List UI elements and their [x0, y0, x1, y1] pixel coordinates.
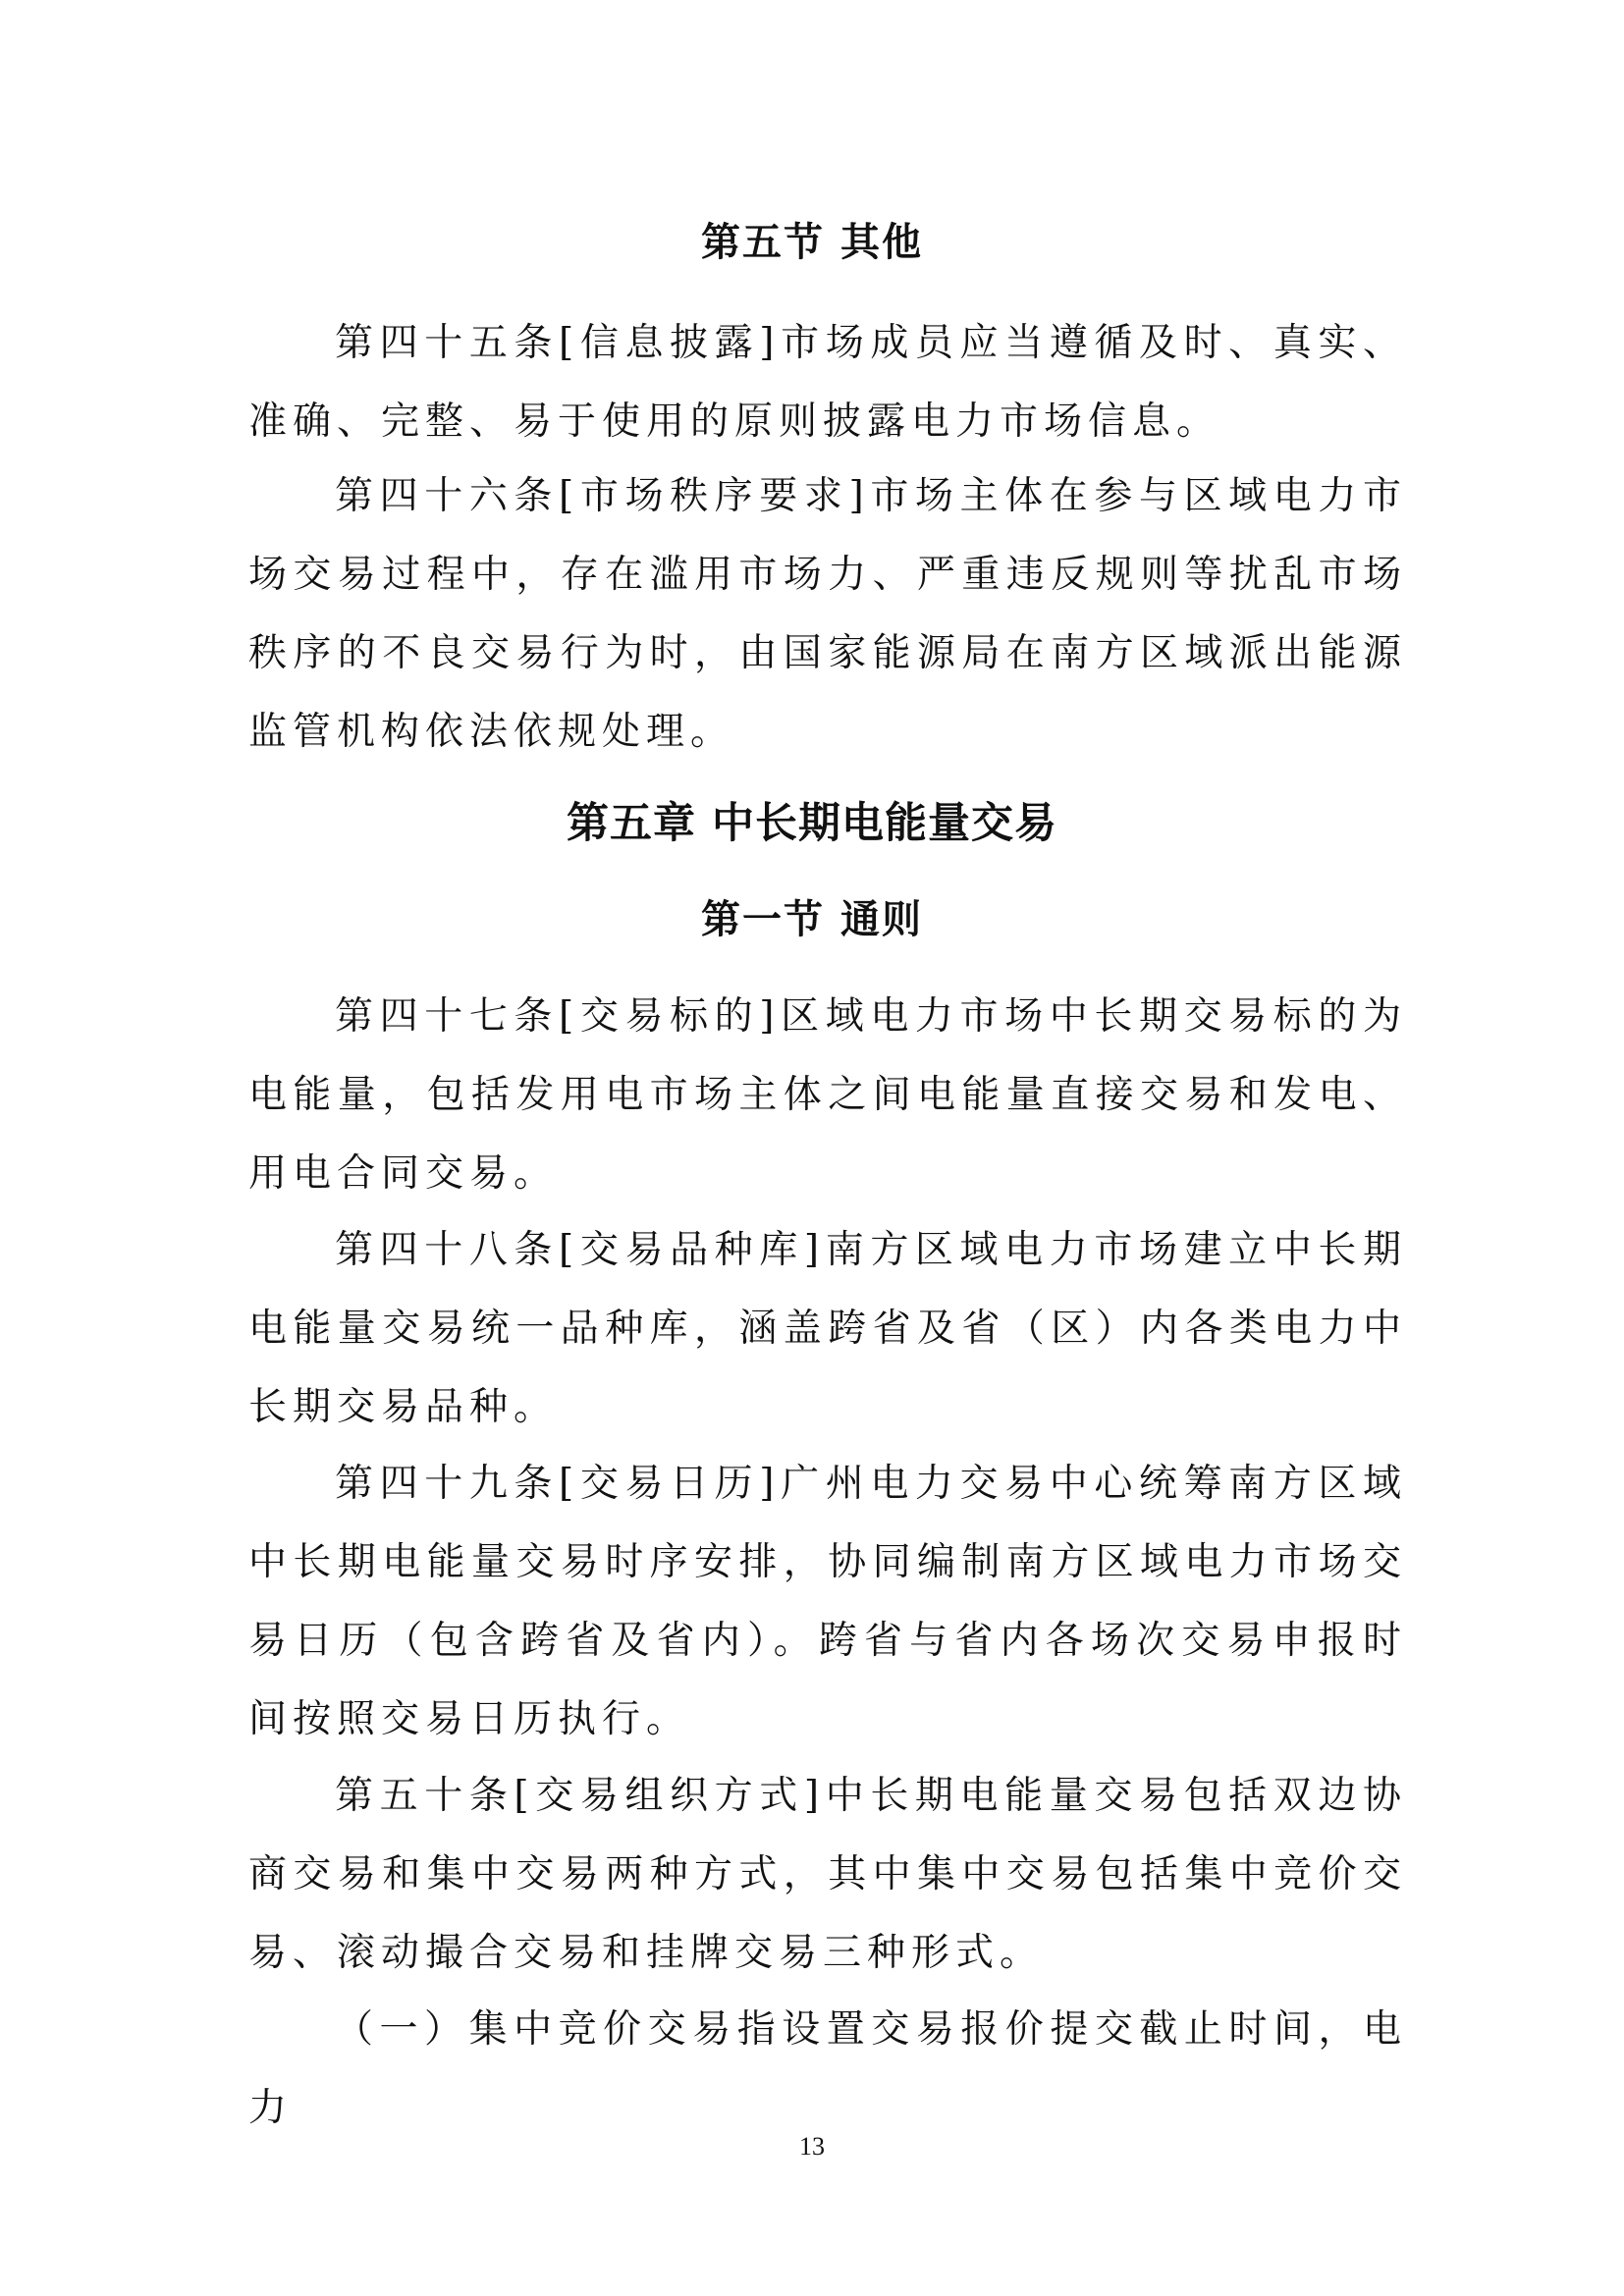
article-45-paragraph: 第四十五条[信息披露]市场成员应当遵循及时、真实、准确、完整、易于使用的原则披露电力市场信息。 — [248, 321, 1407, 444]
section-title-other: 第五节 其他 — [701, 220, 923, 265]
article-50-paragraph: 第五十条[交易组织方式]中长期电能量交易包括双边协商交易和集中交易两种方式，其中集中交易包括集中竞价交易、滚动撮合交易和挂牌交易三种形式。 — [248, 1774, 1407, 1975]
article-46-paragraph: 第四十六条[市场秩序要求]市场主体在参与区域电力市场交易过程中，存在滥用市场力、严重违反规则等扰乱市场秩序的不良交易行为时，由国家能源局在南方区域派出能源监管机构依法依规处理。 — [248, 474, 1407, 754]
article-49-paragraph: 第四十九条[交易日历]广州电力交易中心统筹南方区域中长期电能量交易时序安排，协同编制南方区域电力市场交易日历（包含跨省及省内）。跨省与省内各场次交易申报时间按照交易日历执行。 — [248, 1462, 1407, 1741]
page-number: 13 — [799, 2132, 825, 2161]
section-title-general: 第一节 通则 — [701, 897, 923, 942]
chapter-title: 第五章 中长期电能量交易 — [567, 799, 1057, 848]
article-48-paragraph: 第四十八条[交易品种库]南方区域电力市场建立中长期电能量交易统一品种库，涵盖跨省及省（区）内各类电力中长期交易品种。 — [248, 1228, 1407, 1429]
item-1-paragraph: （一）集中竞价交易指设置交易报价提交截止时间，电力 — [248, 2007, 1407, 2130]
article-47-paragraph: 第四十七条[交易标的]区域电力市场中长期交易标的为电能量，包括发用电市场主体之间电能量直接交易和发电、用电合同交易。 — [248, 994, 1407, 1196]
